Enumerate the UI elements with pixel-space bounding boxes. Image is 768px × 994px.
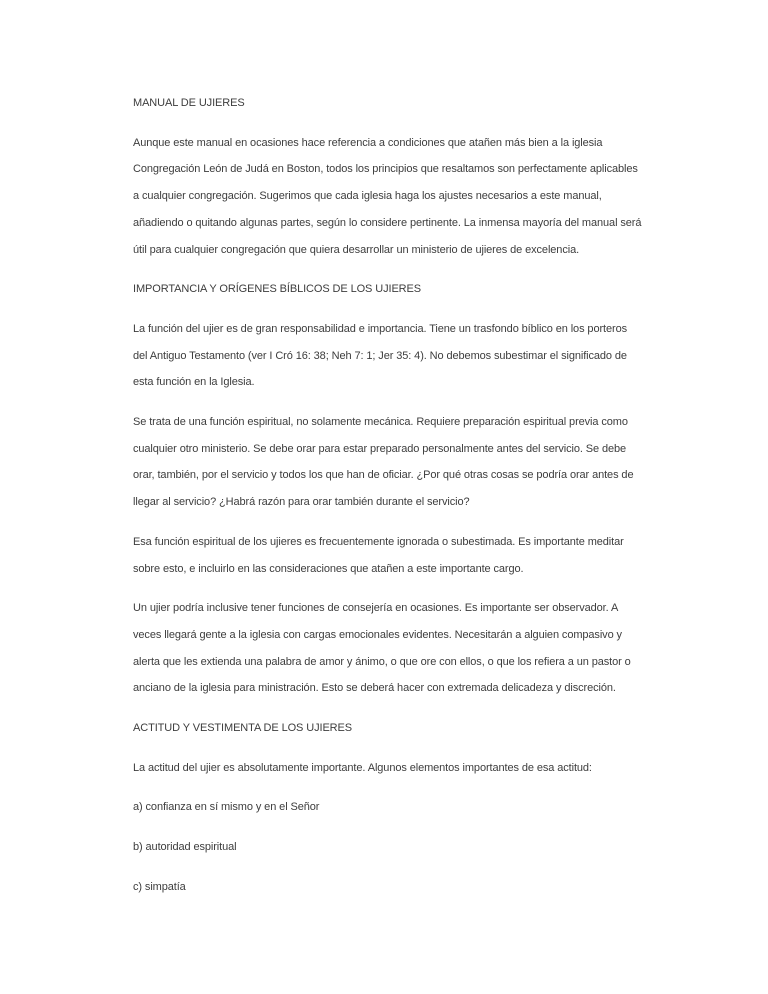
heading-line: IMPORTANCIA Y ORÍGENES BÍBLICOS DE LOS UJIERES — [133, 283, 422, 296]
text-line: añadiendo o quitando algunas partes, según lo considere pertinente. La inmensa mayoría del manual será — [133, 216, 642, 229]
heading-line: MANUAL DE UJIERES — [133, 97, 245, 109]
heading-line: ACTITUD Y VESTIMENTA DE LOS UJIERES — [133, 722, 352, 735]
paragraph-block — [133, 595, 678, 702]
text-line: útil para cualquier congregación que quiera desarrollar un ministerio de ujieres de excelencia. — [133, 243, 580, 256]
paragraph-block — [133, 529, 678, 582]
text-line: Se trata de una función espiritual, no solamente mecánica. Requiere preparación espiritual previa como — [133, 416, 628, 429]
text-line: del Antiguo Testamento (ver I Cró 16: 38; Neh 7: 1; Jer 35: 4). No debemos subestimar el significado de — [133, 349, 627, 362]
paragraph-block — [133, 130, 678, 264]
text-line: Esa función espiritual de los ujieres es frecuentemente ignorada o subestimada. Es importante meditar — [133, 535, 624, 548]
text-line: cualquier otro ministerio. Se debe orar para estar preparado personalmente antes del servicio. Se debe — [133, 442, 627, 455]
paragraph-block — [133, 316, 678, 396]
text-line: esta función en la Iglesia. — [133, 376, 255, 389]
list-item-block — [133, 834, 678, 861]
list-item-block — [133, 874, 678, 901]
paragraph-block — [133, 409, 678, 516]
text-line: Congregación León de Judá en Boston, todos los principios que resaltamos son perfectamente aplicables — [133, 163, 638, 176]
text-line: alerta que les extienda una palabra de amor y ánimo, o que ore con ellos, o que los refiera a un pastor o — [133, 655, 631, 668]
text-line: veces llegará gente a la iglesia con cargas emocionales evidentes. Necesitarán a alguien compasivo y — [133, 628, 622, 641]
heading-block — [133, 715, 678, 742]
list-item-block — [133, 794, 678, 821]
heading-block — [133, 90, 678, 117]
text-line: Aunque este manual en ocasiones hace referencia a condiciones que atañen más bien a la iglesia — [133, 136, 603, 149]
text-line: b) autoridad espiritual — [133, 841, 237, 854]
document-content — [133, 90, 678, 901]
text-line: La función del ujier es de gran responsabilidad e importancia. Tiene un trasfondo bíblico en los porteros — [133, 322, 627, 335]
text-line: orar, también, por el servicio y todos los que han de oficiar. ¿Por qué otras cosas se podría orar antes de — [133, 469, 634, 482]
text-line: a cualquier congregación. Sugerimos que cada iglesia haga los ajustes necesarios a este manual, — [133, 190, 602, 203]
text-line: c) simpatía — [133, 880, 186, 893]
text-line: llegar al servicio? ¿Habrá razón para orar también durante el servicio? — [133, 496, 470, 509]
text-line: sobre esto, e incluirlo en las consideraciones que atañen a este importante cargo. — [133, 562, 524, 575]
text-line: La actitud del ujier es absolutamente importante. Algunos elementos importantes de esa actitud: — [133, 761, 592, 774]
text-line: a) confianza en sí mismo y en el Señor — [133, 801, 320, 814]
paragraph-block — [133, 755, 678, 782]
text-line: anciano de la iglesia para ministración. Esto se deberá hacer con extremada delicadeza y discreción. — [133, 682, 616, 695]
text-line: Un ujier podría inclusive tener funciones de consejería en ocasiones. Es importante ser observador. A — [133, 602, 619, 615]
heading-block — [133, 276, 678, 303]
